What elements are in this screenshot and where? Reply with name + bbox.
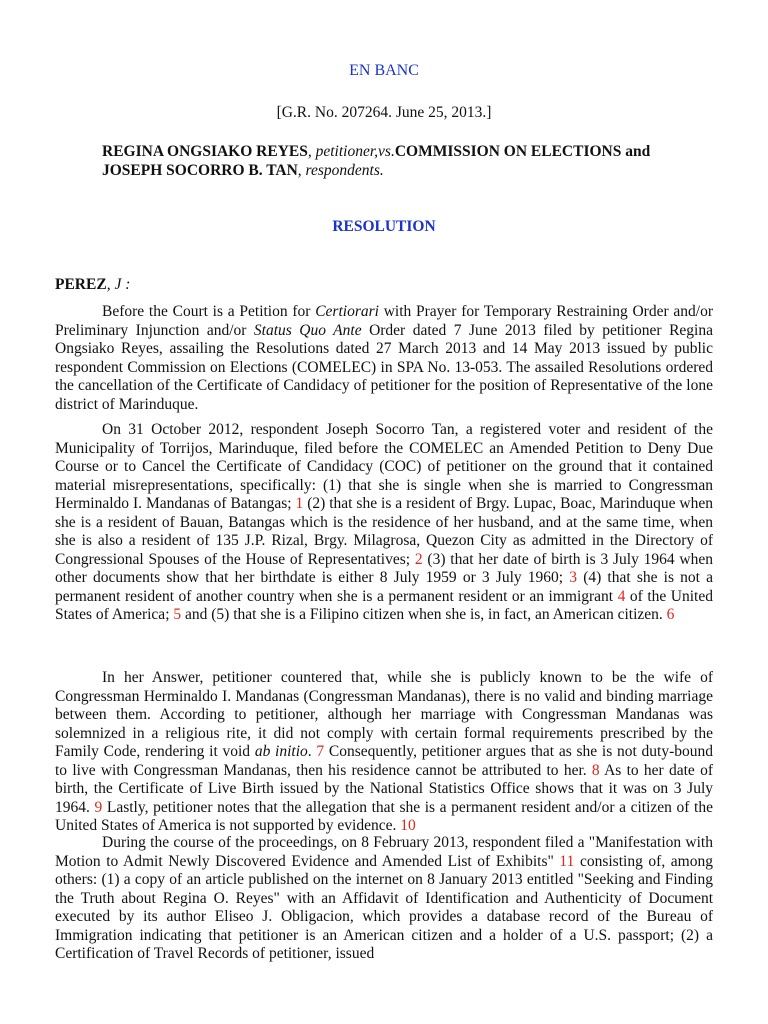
- text: with Prayer for Temporary Restraining Order and/or Preliminary Injunction and/or: [55, 303, 713, 339]
- text: On 31 October 2012, respondent Joseph Socorro Tan, a registered voter and resident of the Municipality of Torrijos, Marinduque, filed before the COMELEC an Amended Petition to Deny Due Course or to Cancel the Certificate of Candidacy (COC) of petitioner on the ground that it contained material misrepresentations, specifically: (1) that she is single when she is married to Congressman Herminaldo I. Mandanas of Batangas;: [55, 421, 713, 512]
- footnote-link[interactable]: 3: [569, 569, 578, 586]
- footnote-link[interactable]: 6: [666, 606, 675, 623]
- footnote-link[interactable]: 8: [591, 761, 600, 779]
- case-parties: [102, 143, 678, 180]
- italic-term: ab initio: [254, 743, 308, 760]
- versus: vs.: [378, 143, 395, 160]
- text: .: [307, 743, 317, 760]
- footnote-link[interactable]: 5: [173, 606, 182, 623]
- footnote-link[interactable]: 1: [295, 495, 304, 512]
- paragraph-2: [55, 421, 713, 625]
- respondent-name: COMMISSION ON ELECTIONS and JOSEPH SOCORRO B. TAN: [102, 143, 651, 179]
- italic-term: Status Quo Ante: [253, 321, 362, 339]
- ponente-name: PEREZ: [55, 276, 107, 293]
- text: Order dated 7 June 2013 filed by petitioner Regina Ongsiako Reyes, assailing the Resolutions dated 27 March 2013 and 14 May 2013 issued by public respondent Commission on Elections (COMELEC) in SPA No. 13-053. The assailed Resolutions ordered the cancellation of the Certificate of Candidacy of petitioner for the position of Representative of the lone district of Marinduque.: [55, 321, 713, 413]
- footnote-link[interactable]: 7: [316, 743, 325, 760]
- ponente: [55, 276, 130, 294]
- footnote-link[interactable]: 4: [617, 587, 626, 605]
- text: During the course of the proceedings, on 8 February 2013, respondent filed a "Manifestation with Motion to Admit Newly Discovered Evidence and Amended List of Exhibits": [55, 834, 713, 870]
- text: Before the Court is a Petition for: [102, 303, 316, 320]
- text: As to her date of birth, the Certificate of Live Birth issued by the National Statistics Office shows that it was on 3 July 1964.: [55, 761, 713, 816]
- respondent-role: , respondents.: [297, 161, 384, 179]
- text: and (5) that she is a Filipino citizen when she is, in fact, an American citizen.: [181, 606, 667, 623]
- text: (3) that her date of birth is 3 July 1964 when other documents show that her birthdate is either 8 July 1959 or 3 July 1960;: [55, 550, 713, 586]
- petitioner-role: , petitioner,: [307, 143, 379, 160]
- text: Consequently, petitioner argues that as she is not duty-bound to live with Congressman Mandanas, then his residence cannot be attributed to her.: [55, 743, 714, 779]
- footnote-link[interactable]: 2: [414, 550, 423, 568]
- paragraph-3: [55, 669, 713, 836]
- text: (2) that she is a resident of Brgy. Lupac, Boac, Marinduque when she is a resident of Bauan, Batangas which is the residence of her husband, and at the same time, when she is also a resident of 135 J.P. Rizal, Brgy. Milagrosa, Quezon City as admitted in the Directory of Congressional Spouses of the House of Representatives;: [55, 495, 714, 568]
- court-division: EN BANC: [349, 62, 419, 79]
- paragraph-4: [55, 834, 713, 964]
- text: Lastly, petitioner notes that the allegation that she is a permanent resident and/or a citizen of the United States of America is not supported by evidence.: [55, 798, 713, 834]
- text: (4) that she is not a permanent resident of another country when she is a permanent resident or an immigrant: [55, 569, 713, 605]
- footnote-link[interactable]: 9: [94, 798, 103, 816]
- footnote-link[interactable]: 11: [559, 852, 575, 870]
- document-title: RESOLUTION: [332, 218, 436, 235]
- text: of the United States of America;: [55, 587, 713, 623]
- text: In her Answer, petitioner countered that, while she is publicly known to be the wife of Congressman Herminaldo I. Mandanas (Congressman Mandanas), there is no valid and binding marriage between them. According to petitioner, although her marriage with Congressman Mandanas was solemnized in a religious rite, it did not comply with certain formal requirements prescribed by the Family Code, rendering it void: [55, 669, 713, 760]
- paragraph-1: [55, 303, 713, 414]
- italic-term: Certiorari: [315, 303, 379, 320]
- ponente-suffix: , J :: [106, 276, 131, 293]
- petitioner-name: REGINA ONGSIAKO REYES: [102, 143, 308, 160]
- footnote-link[interactable]: 10: [400, 817, 416, 834]
- case-number: [G.R. No. 207264. June 25, 2013.]: [276, 104, 492, 121]
- text: consisting of, among others: (1) a copy of an article published on the internet on 8 January 2013 entitled "Seeking and Finding the Truth about Regina O. Reyes" with an Affidavit of Identification and Authenticity of Document executed by its author Eliseo J. Obligacion, which provides a database record of the Bureau of Immigration indicating that petitioner is an American citizen and a holder of a U.S. passport; (2) a Certification of Travel Records of petitioner, issued: [55, 852, 713, 962]
